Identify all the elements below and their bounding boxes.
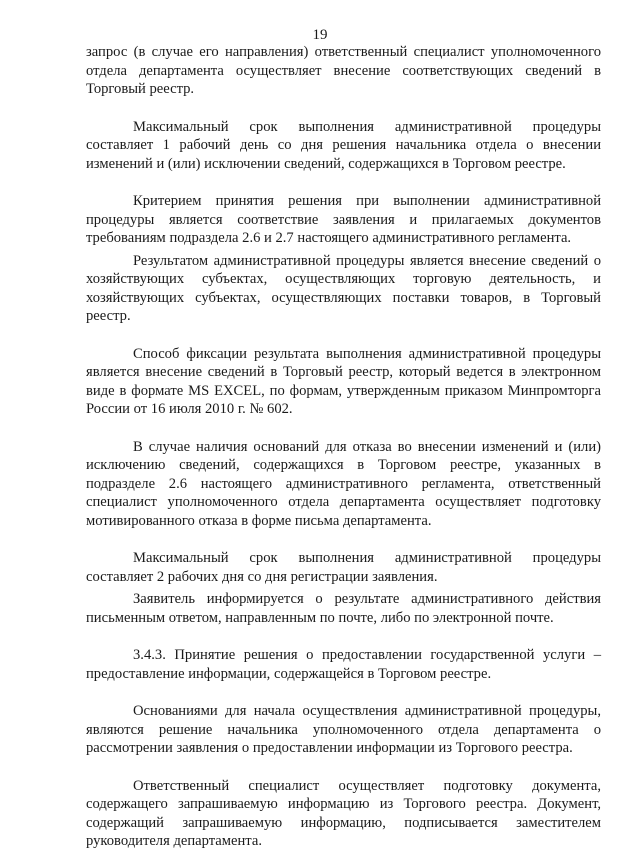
paragraph-4: Результатом административной процедуры является внесение сведений о хозяйствующих субъектах, осуществляющих торговую деятельность, и хозяйствующих субъектах, осуществляющих поставки товаров, в Торговый реестр. bbox=[86, 252, 601, 324]
paragraph-5: Способ фиксации результата выполнения административной процедуры является внесение сведений в Торговый реестр, который ведется в электронном виде в формате MS EXCEL, по формам, утвержденным приказом Минпромторга России от 16 июля 2010 г. № 602. bbox=[86, 345, 601, 417]
paragraph-10: Ответственный специалист осуществляет подготовку документа, содержащего запрашиваемую информацию из Торгового реестра. Документ, содержащий запрашиваемую информацию, подписывается заместителем руководителя департамента. bbox=[86, 777, 601, 849]
page-number: 19 bbox=[312, 27, 328, 43]
paragraph-3: Критерием принятия решения при выполнении административной процедуры является соответствие заявления и прилагаемых документов требованиям подраздела 2.6 и 2.7 настоящего административного регламента. bbox=[86, 193, 601, 246]
paragraph-8: Заявитель информируется о результате административного действия письменным ответом, направленным по почте, либо по электронной почте. bbox=[86, 591, 601, 626]
paragraph-1: запрос (в случае его направления) ответственный специалист уполномоченного отдела департамента осуществляет внесение соответствующих сведений в Торговый реестр. bbox=[86, 44, 601, 97]
paragraph-6: В случае наличия оснований для отказа во внесении изменений и (или) исключению сведений, содержащихся в Торговом реестре, указанных в подразделе 2.6 настоящего административного регламента, ответственный специалист уполномоченного отдела департамента осуществляет подготовку мотивированного отказа в форме письма департамента. bbox=[86, 438, 601, 529]
page-content bbox=[86, 43, 601, 851]
paragraph-7: Максимальный срок выполнения административной процедуры составляет 2 рабочих дня со дня регистрации заявления. bbox=[86, 550, 601, 585]
paragraph-2: Максимальный срок выполнения административной процедуры составляет 1 рабочий день со дня решения начальника отдела о внесении изменений и (или) исключении сведений, содержащихся в Торговом реестре. bbox=[86, 118, 601, 172]
section-heading-3-4-3: 3.4.3. Принятие решения о предоставлении государственной услуги – предоставление информации, содержащейся в Торговом реестре. bbox=[86, 647, 601, 682]
paragraph-9: Основаниями для начала осуществления административной процедуры, являются решение начальника уполномоченного отдела департамента о рассмотрении заявления о предоставлении информации из Торгового реестра. bbox=[86, 703, 601, 756]
